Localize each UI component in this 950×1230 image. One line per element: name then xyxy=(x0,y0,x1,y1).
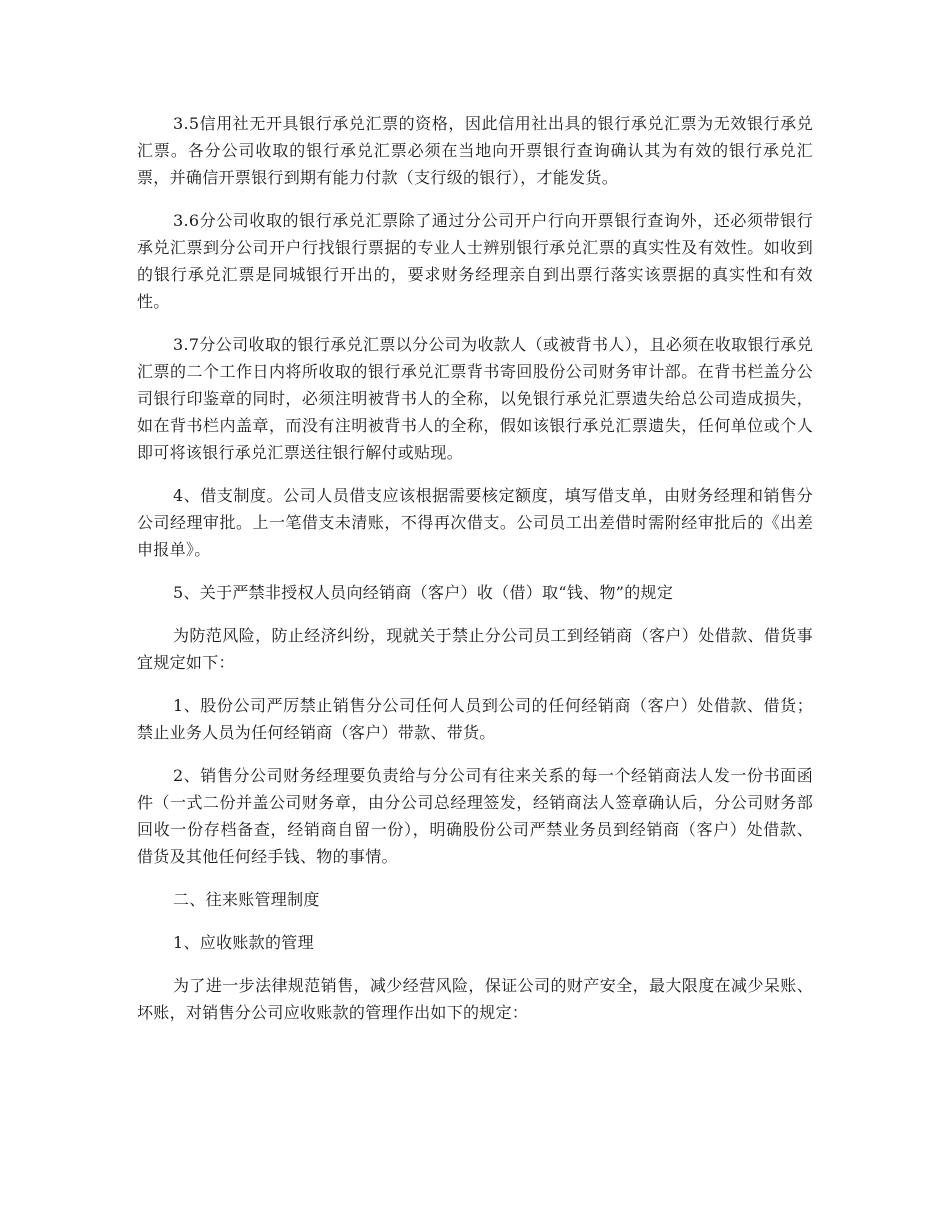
paragraph-prohibition-rule-1: 1、股份公司严厉禁止销售分公司任何人员到公司的任何经销商（客户）处借款、借货；禁止业务人员为任何经销商（客户）带款、带货。 xyxy=(137,696,813,742)
section-heading-accounts: 二、往来账管理制度 xyxy=(173,890,320,909)
section-heading-prohibition: 5、关于严禁非授权人员向经销商（客户）收（借）取“钱、物”的规定 xyxy=(173,583,674,602)
paragraph-prohibition-intro: 为防范风险，防止经济纠纷，现就关于禁止分公司员工到经销商（客户）处借款、借货事宜规定如下： xyxy=(137,626,813,672)
paragraph-borrowing-policy: 4、借支制度。公司人员借支应该根据需要核定额度，填写借支单，由财务经理和销售分公司经理审批。上一笔借支未清账，不得再次借支。公司员工出差借时需附经审批后的《出差申报单》。 xyxy=(137,486,813,559)
subsection-heading-receivables: 1、应收账款的管理 xyxy=(173,933,314,952)
paragraph-3-5: 3.5信用社无开具银行承兑汇票的资格，因此信用社出具的银行承兑汇票为无效银行承兑汇票。各分公司收取的银行承兑汇票必须在当地向开票银行查询确认其为有效的银行承兑汇票，并确信开票银行到期有能力付款（支行级的银行），才能发货。 xyxy=(137,114,813,187)
document-page xyxy=(137,110,813,1042)
paragraph-3-7: 3.7分公司收取的银行承兑汇票以分公司为收款人（或被背书人），且必须在收取银行承兑汇票的二个工作日内将所收取的银行承兑汇票背书寄回股份公司财务审计部。在背书栏盖分公司银行印鉴章的同时，必须注明被背书人的全称，以免银行承兑汇票遗失给总公司造成损失，如在背书栏内盖章，而没有注明被背书人的全称，假如该银行承兑汇票遗失，任何单位或个人即可将该银行承兑汇票送往银行解付或贴现。 xyxy=(137,335,813,462)
paragraph-3-6: 3.6分公司收取的银行承兑汇票除了通过分公司开户行向开票银行查询外，还必须带银行承兑汇票到分公司开户行找银行票据的专业人士辨别银行承兑汇票的真实性及有效性。如收到的银行承兑汇票是同城银行开出的，要求财务经理亲自到出票行落实该票据的真实性和有效性。 xyxy=(137,211,813,311)
paragraph-prohibition-rule-2: 2、销售分公司财务经理要负责给与分公司有往来关系的每一个经销商法人发一份书面函件（一式二份并盖公司财务章，由分公司总经理签发，经销商法人签章确认后，分公司财务部回收一份存档备查，经销商自留一份），明确股份公司严禁业务员到经销商（客户）处借款、借货及其他任何经手钱、物的事情。 xyxy=(137,766,813,866)
paragraph-receivables-intro: 为了进一步法律规范销售，减少经营风险，保证公司的财产安全，最大限度在减少呆账、坏账，对销售分公司应收账款的管理作出如下的规定： xyxy=(137,976,813,1022)
